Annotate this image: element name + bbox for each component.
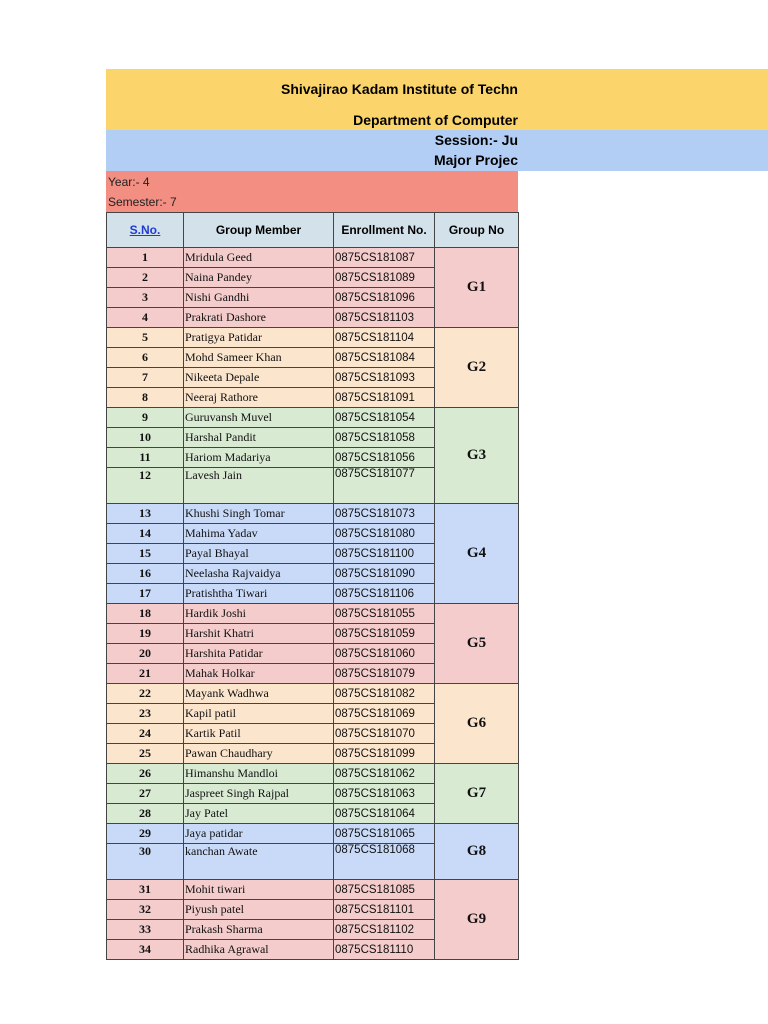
group-label-cell: G1	[435, 248, 519, 328]
group-label-cell: G5	[435, 604, 519, 684]
enrollment-cell: 0875CS181060	[334, 644, 435, 664]
member-name-cell: Prakrati Dashore	[184, 308, 334, 328]
enrollment-cell: 0875CS181110	[334, 940, 435, 960]
member-name-cell: Mayank Wadhwa	[184, 684, 334, 704]
enrollment-cell: 0875CS181073	[334, 504, 435, 524]
table-row	[107, 880, 519, 900]
serial-number-cell: 21	[107, 664, 184, 684]
serial-number-cell: 32	[107, 900, 184, 920]
serial-number-cell: 14	[107, 524, 184, 544]
table-row	[107, 248, 519, 268]
group-label-cell: G9	[435, 880, 519, 960]
enrollment-cell: 0875CS181103	[334, 308, 435, 328]
member-name-cell: Hardik Joshi	[184, 604, 334, 624]
member-name-cell: Pratishtha Tiwari	[184, 584, 334, 604]
title-band	[106, 69, 768, 130]
serial-number-cell: 8	[107, 388, 184, 408]
enrollment-cell: 0875CS181099	[334, 744, 435, 764]
serial-number-cell: 6	[107, 348, 184, 368]
enrollment-cell: 0875CS181077	[334, 468, 435, 504]
serial-number-cell: 33	[107, 920, 184, 940]
serial-number-cell: 25	[107, 744, 184, 764]
serial-number-cell: 29	[107, 824, 184, 844]
enrollment-cell: 0875CS181082	[334, 684, 435, 704]
member-name-cell: Hariom Madariya	[184, 448, 334, 468]
serial-number-cell: 31	[107, 880, 184, 900]
table-row	[107, 764, 519, 784]
enrollment-cell: 0875CS181056	[334, 448, 435, 468]
member-header: Group Member	[184, 213, 334, 248]
member-name-cell: Harshita Patidar	[184, 644, 334, 664]
enrollment-header: Enrollment No.	[334, 213, 435, 248]
member-name-cell: kanchan Awate	[184, 844, 334, 880]
member-name-cell: Pawan Chaudhary	[184, 744, 334, 764]
department-title: Department of Computer	[353, 112, 518, 128]
table-row	[107, 684, 519, 704]
member-name-cell: Lavesh Jain	[184, 468, 334, 504]
serial-number-cell: 24	[107, 724, 184, 744]
member-name-cell: Mahak Holkar	[184, 664, 334, 684]
serial-number-cell: 4	[107, 308, 184, 328]
table-header-row	[107, 213, 519, 248]
member-name-cell: Neeraj Rathore	[184, 388, 334, 408]
serial-number-cell: 22	[107, 684, 184, 704]
group-label-cell: G7	[435, 764, 519, 824]
serial-number-cell: 20	[107, 644, 184, 664]
member-name-cell: Radhika Agrawal	[184, 940, 334, 960]
serial-number-cell: 11	[107, 448, 184, 468]
enrollment-cell: 0875CS181084	[334, 348, 435, 368]
member-name-cell: Khushi Singh Tomar	[184, 504, 334, 524]
enrollment-cell: 0875CS181091	[334, 388, 435, 408]
member-name-cell: Pratigya Patidar	[184, 328, 334, 348]
year-semester-band	[106, 171, 518, 212]
enrollment-cell: 0875CS181068	[334, 844, 435, 880]
member-name-cell: Payal Bhayal	[184, 544, 334, 564]
enrollment-cell: 0875CS181069	[334, 704, 435, 724]
member-name-cell: Mohd Sameer Khan	[184, 348, 334, 368]
member-name-cell: Jaspreet Singh Rajpal	[184, 784, 334, 804]
member-name-cell: Jaya patidar	[184, 824, 334, 844]
enrollment-cell: 0875CS181054	[334, 408, 435, 428]
serial-number-cell: 3	[107, 288, 184, 308]
serial-number-cell: 19	[107, 624, 184, 644]
serial-number-cell: 5	[107, 328, 184, 348]
enrollment-cell: 0875CS181079	[334, 664, 435, 684]
serial-number-cell: 18	[107, 604, 184, 624]
member-name-cell: Nishi Gandhi	[184, 288, 334, 308]
year-label: Year:- 4	[108, 175, 150, 189]
serial-number-cell: 15	[107, 544, 184, 564]
enrollment-cell: 0875CS181102	[334, 920, 435, 940]
serial-number-cell: 26	[107, 764, 184, 784]
enrollment-cell: 0875CS181085	[334, 880, 435, 900]
table-row	[107, 824, 519, 844]
enrollment-cell: 0875CS181089	[334, 268, 435, 288]
enrollment-cell: 0875CS181062	[334, 764, 435, 784]
member-name-cell: Himanshu Mandloi	[184, 764, 334, 784]
member-name-cell: Mahima Yadav	[184, 524, 334, 544]
serial-number-cell: 9	[107, 408, 184, 428]
member-name-cell: Naina Pandey	[184, 268, 334, 288]
session-band	[106, 130, 768, 171]
enrollment-cell: 0875CS181055	[334, 604, 435, 624]
serial-number-cell: 2	[107, 268, 184, 288]
enrollment-cell: 0875CS181100	[334, 544, 435, 564]
serial-number-cell: 27	[107, 784, 184, 804]
table-row	[107, 328, 519, 348]
enrollment-cell: 0875CS181063	[334, 784, 435, 804]
group-label-cell: G3	[435, 408, 519, 504]
enrollment-cell: 0875CS181104	[334, 328, 435, 348]
table-row	[107, 504, 519, 524]
institute-title: Shivajirao Kadam Institute of Techn	[280, 81, 518, 97]
group-header: Group No	[435, 213, 519, 248]
member-name-cell: Nikeeta Depale	[184, 368, 334, 388]
serial-number-cell: 7	[107, 368, 184, 388]
member-name-cell: Mridula Geed	[184, 248, 334, 268]
sno-header[interactable]: S.No.	[107, 213, 184, 248]
member-name-cell: Mohit tiwari	[184, 880, 334, 900]
serial-number-cell: 17	[107, 584, 184, 604]
serial-number-cell: 30	[107, 844, 184, 880]
serial-number-cell: 16	[107, 564, 184, 584]
group-table	[106, 212, 519, 960]
member-name-cell: Kartik Patil	[184, 724, 334, 744]
member-name-cell: Neelasha Rajvaidya	[184, 564, 334, 584]
enrollment-cell: 0875CS181065	[334, 824, 435, 844]
member-name-cell: Piyush patel	[184, 900, 334, 920]
enrollment-cell: 0875CS181106	[334, 584, 435, 604]
serial-number-cell: 13	[107, 504, 184, 524]
enrollment-cell: 0875CS181070	[334, 724, 435, 744]
serial-number-cell: 34	[107, 940, 184, 960]
group-label-cell: G2	[435, 328, 519, 408]
enrollment-cell: 0875CS181093	[334, 368, 435, 388]
enrollment-cell: 0875CS181059	[334, 624, 435, 644]
semester-label: Semester:- 7	[108, 195, 177, 209]
group-label-cell: G4	[435, 504, 519, 604]
serial-number-cell: 23	[107, 704, 184, 724]
group-label-cell: G6	[435, 684, 519, 764]
enrollment-cell: 0875CS181087	[334, 248, 435, 268]
member-name-cell: Jay Patel	[184, 804, 334, 824]
enrollment-cell: 0875CS181096	[334, 288, 435, 308]
member-name-cell: Prakash Sharma	[184, 920, 334, 940]
member-name-cell: Kapil patil	[184, 704, 334, 724]
serial-number-cell: 12	[107, 468, 184, 504]
enrollment-cell: 0875CS181080	[334, 524, 435, 544]
serial-number-cell: 1	[107, 248, 184, 268]
session-title: Session:- Ju	[434, 132, 518, 148]
member-name-cell: Harshal Pandit	[184, 428, 334, 448]
project-title: Major Projec	[433, 152, 518, 168]
enrollment-cell: 0875CS181090	[334, 564, 435, 584]
member-name-cell: Harshit Khatri	[184, 624, 334, 644]
serial-number-cell: 28	[107, 804, 184, 824]
enrollment-cell: 0875CS181101	[334, 900, 435, 920]
group-label-cell: G8	[435, 824, 519, 880]
enrollment-cell: 0875CS181064	[334, 804, 435, 824]
table-row	[107, 408, 519, 428]
table-row	[107, 604, 519, 624]
enrollment-cell: 0875CS181058	[334, 428, 435, 448]
serial-number-cell: 10	[107, 428, 184, 448]
member-name-cell: Guruvansh Muvel	[184, 408, 334, 428]
